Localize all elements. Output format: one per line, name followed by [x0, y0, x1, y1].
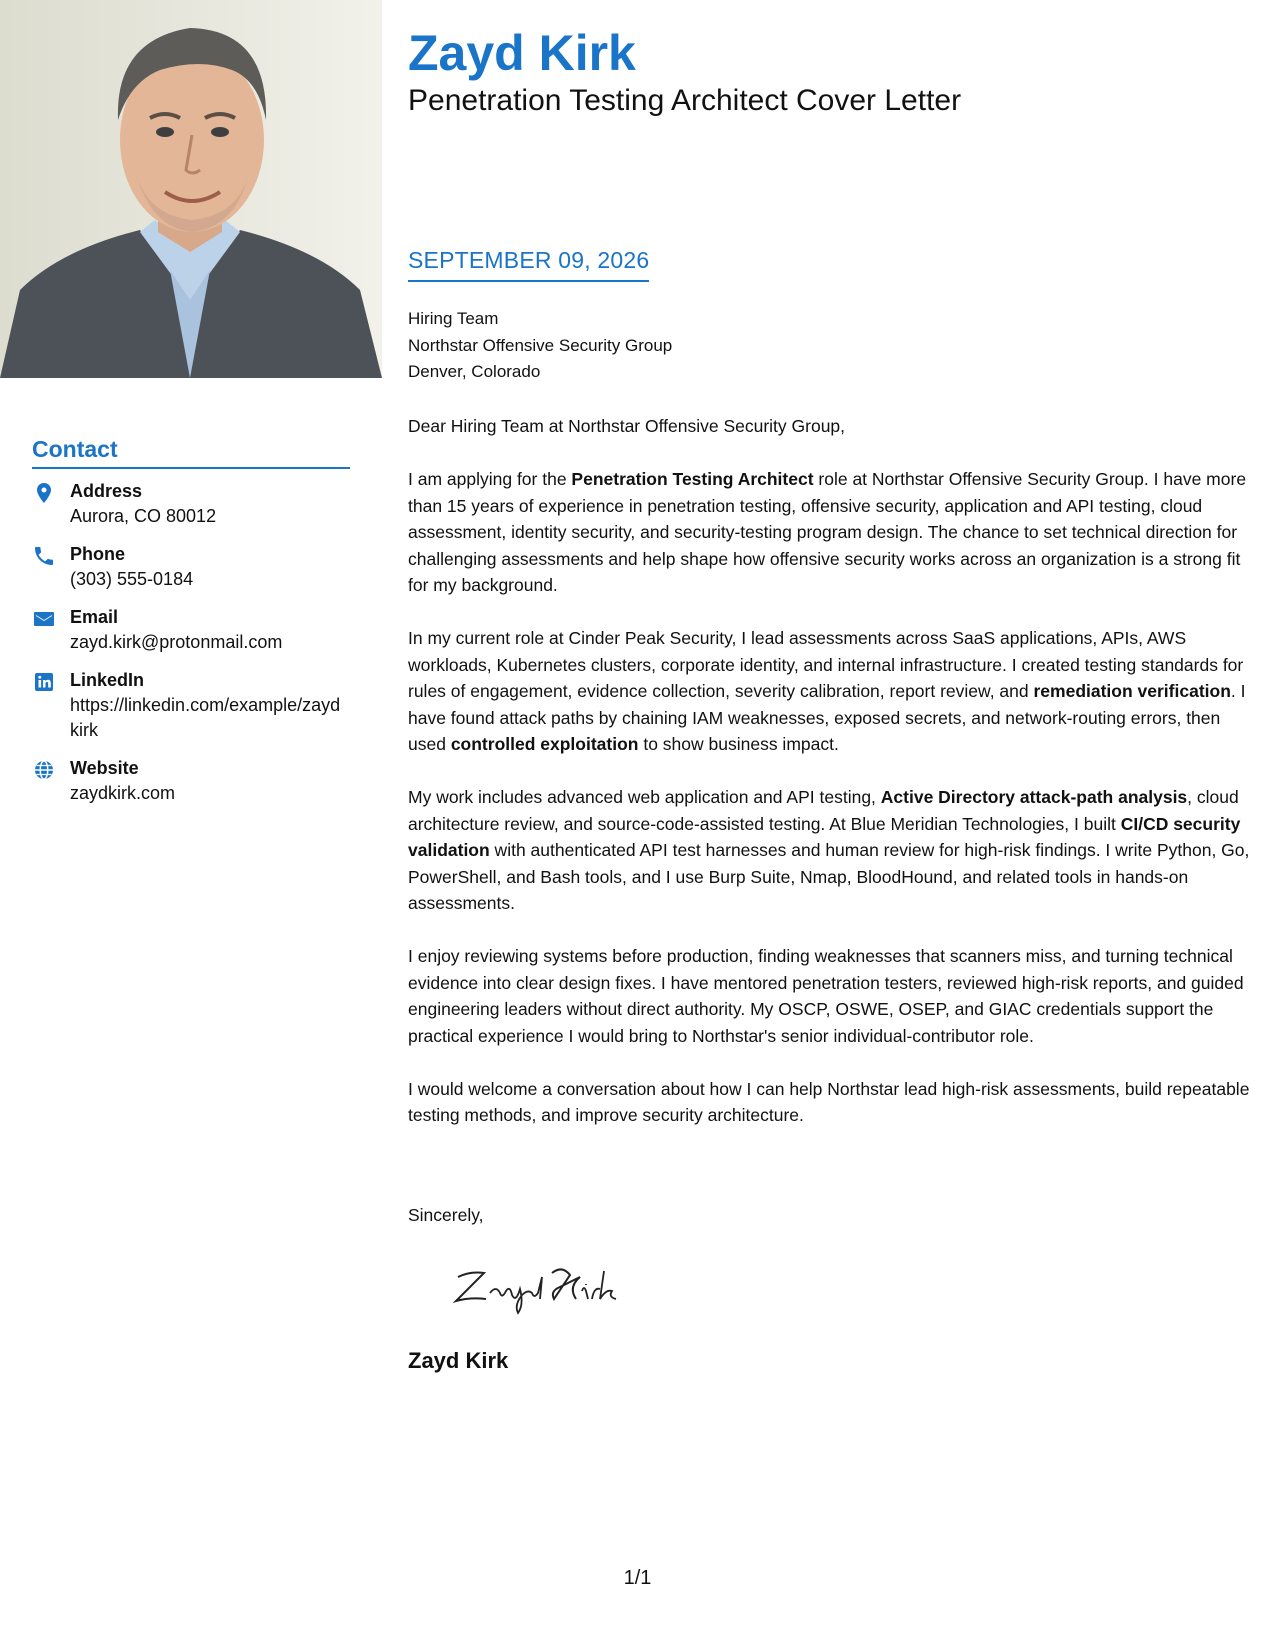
handwritten-signature [450, 1255, 640, 1315]
letter-date: SEPTEMBER 09, 2026 [408, 247, 649, 282]
address-value: Aurora, CO 80012 [70, 506, 217, 526]
contact-item-linkedin [32, 668, 350, 743]
contact-sidebar [32, 436, 350, 819]
document-subtitle: Penetration Testing Architect Cover Letter [408, 84, 962, 117]
closing: Sincerely, [408, 1205, 484, 1225]
website-label: Website [70, 758, 139, 778]
envelope-icon [32, 607, 56, 631]
phone-icon [32, 544, 56, 568]
applicant-name: Zayd Kirk [408, 25, 636, 81]
email-value[interactable]: zayd.kirk@protonmail.com [70, 632, 283, 652]
page-number: 1/1 [623, 1567, 652, 1589]
address-label: Address [70, 481, 143, 501]
salutation: Dear Hiring Team at Northstar Offensive Security Group, [408, 416, 846, 436]
paragraph-3: My work includes advanced web application and API testing, Active Directory attack-path analysis, cloud architecture review, and source-code-assisted testing. At Blue Meridian Technologies, I built CI/CD security validation with authenticated API test harnesses and human review for high-risk findings. I write Python, Go, PowerShell, and Bash tools, and I use Burp Suite, Nmap, BloodHound, and related tools in hands-on assessments. [408, 787, 1250, 913]
profile-photo [0, 0, 382, 378]
recipient-line: Northstar Offensive Security Group [408, 335, 673, 355]
contact-item-email [32, 605, 350, 655]
recipient-line: Denver, Colorado [408, 362, 541, 381]
phone-value[interactable]: (303) 555-0184 [70, 569, 194, 589]
contact-item-website [32, 756, 350, 806]
phone-label: Phone [70, 544, 126, 564]
paragraph-4: I enjoy reviewing systems before production, finding weaknesses that scanners miss, and turning technical evidence into clear design fixes. I have mentored penetration testers, reviewed high-risk reports, and guided engineering leaders without direct authority. My OSCP, OSWE, OSEP, and GIAC credentials support the practical experience I would bring to Northstar's senior individual-contributor role. [408, 946, 1244, 1046]
website-value[interactable]: zaydkirk.com [70, 783, 176, 803]
recipient-line: Hiring Team [408, 309, 499, 328]
contact-section-title: Contact [32, 436, 350, 469]
linkedin-icon [32, 670, 56, 694]
paragraph-2: In my current role at Cinder Peak Security, I lead assessments across SaaS applications, APIs, AWS workloads, Kubernetes clusters, corporate identity, and internal infrastructure. I created testing standards for rules of engagement, evidence collection, severity calibration, report review, and remediation verification. I have found attack paths by chaining IAM weaknesses, exposed secrets, and network-routing errors, then used controlled exploitation to show business impact. [408, 628, 1246, 754]
paragraph-1: I am applying for the Penetration Testing Architect role at Northstar Offensive Security Group. I have more than 15 years of experience in penetration testing, offensive security, application and API testing, cloud assessment, identity security, and security-testing program design. The chance to set technical direction for challenging assessments and help shape how offensive security works across an organization is a strong fit for my background. [408, 469, 1247, 595]
contact-item-address [32, 479, 350, 529]
recipient-block [408, 306, 672, 386]
signed-name: Zayd Kirk [408, 1348, 509, 1373]
location-pin-icon [32, 481, 56, 505]
contact-item-phone [32, 542, 350, 592]
linkedin-label: LinkedIn [70, 670, 145, 690]
globe-icon [32, 758, 56, 782]
paragraph-5: I would welcome a conversation about how I can help Northstar lead high-risk assessments, build repeatable testing methods, and improve security architecture. [408, 1078, 1250, 1125]
linkedin-value[interactable]: https://linkedin.com/example/zaydkirk [70, 695, 341, 740]
letter-body [408, 413, 1250, 1155]
email-label: Email [70, 607, 119, 627]
contact-list [32, 479, 350, 806]
